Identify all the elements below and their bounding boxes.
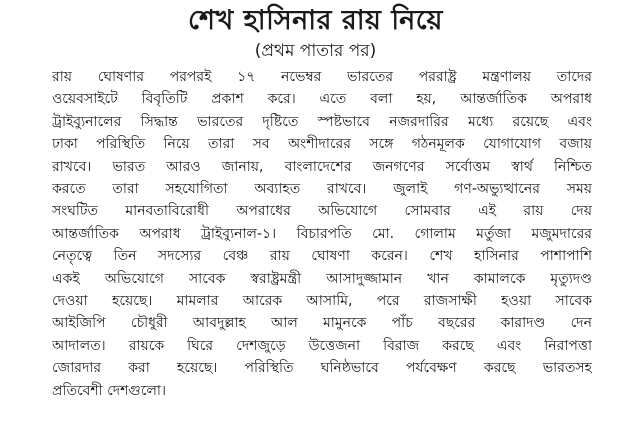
body-line: সংঘটিত মানবতাবিরোধী অপরাধের অভিযোগে সোমবার এই রায় দেয় xyxy=(52,203,592,220)
body-line: ওয়েবসাইটে বিবৃতিটি প্রকাশ করে। এতে বলা হয়, আন্তর্জাতিক অপরাধ xyxy=(52,91,592,108)
article-body xyxy=(52,66,592,402)
body-line: করতে তারা সহযোগিতা অব্যাহত রাখবে। জুলাই গণ-অভ্যুত্থানের সময় xyxy=(52,181,592,198)
body-line: দেওয়া হয়েছে। মামলার আরেক আসামি, পরে রাজসাক্ষী হওয়া সাবেক xyxy=(52,293,592,310)
body-line: প্রতিবেশী দেশগুলো। xyxy=(52,382,166,399)
body-line: রায় ঘোষণার পরপরই ১৭ নভেম্বর ভারতের পররাষ্ট্র মন্ত্রণালয় তাদের xyxy=(52,69,592,85)
body-line: আদালত। রায়কে ঘিরে দেশজুড়ে উত্তেজনা বিরাজ করছে এবং নিরাপত্তা xyxy=(52,337,592,354)
body-line: রাখবে। ভারত আরও জানায়, বাংলাদেশের জনগণের সর্বোত্তম স্বার্থ নিশ্চিত xyxy=(52,158,592,175)
body-line: ঢাকা পরিস্থিতি নিয়ে তারা সব অংশীদারের সঙ্গে গঠনমূলক যোগাযোগ বজায় xyxy=(52,136,592,153)
body-line: একই অভিযোগে সাবেক স্বরাষ্ট্রমন্ত্রী আসাদুজ্জামান খান কামালকে মৃত্যুদণ্ড xyxy=(52,270,592,287)
body-line: ট্রাইব্যুনালের সিদ্ধান্ত ভারতের দৃষ্টিতে স্পষ্টভাবে নজরদারির মধ্যে রয়েছে এবং xyxy=(52,113,592,130)
body-line: জোরদার করা হয়েছে। পরিস্থিতি ঘনিষ্ঠভাবে পর্যবেক্ষণ করছে ভারতসহ xyxy=(52,360,592,377)
article-headline: শেখ হাসিনার রায় নিয়ে xyxy=(188,5,443,36)
body-line: নেতৃত্বে তিন সদস্যের বেঞ্চ রায় ঘোষণা করেন। শেখ হাসিনার পাশাপাশি xyxy=(52,248,592,265)
article-continuation-note: (প্রথম পাতার পর) xyxy=(254,41,377,61)
body-line: আইজিপি চৌধুরী আবদুল্লাহ আল মামুনকে পাঁচ বছরের কারাদণ্ড দেন xyxy=(52,315,592,332)
body-line: আন্তর্জাতিক অপরাধ ট্রাইব্যুনাল-১। বিচারপতি মো. গোলাম মর্তুজা মজুমদারের xyxy=(52,225,592,242)
